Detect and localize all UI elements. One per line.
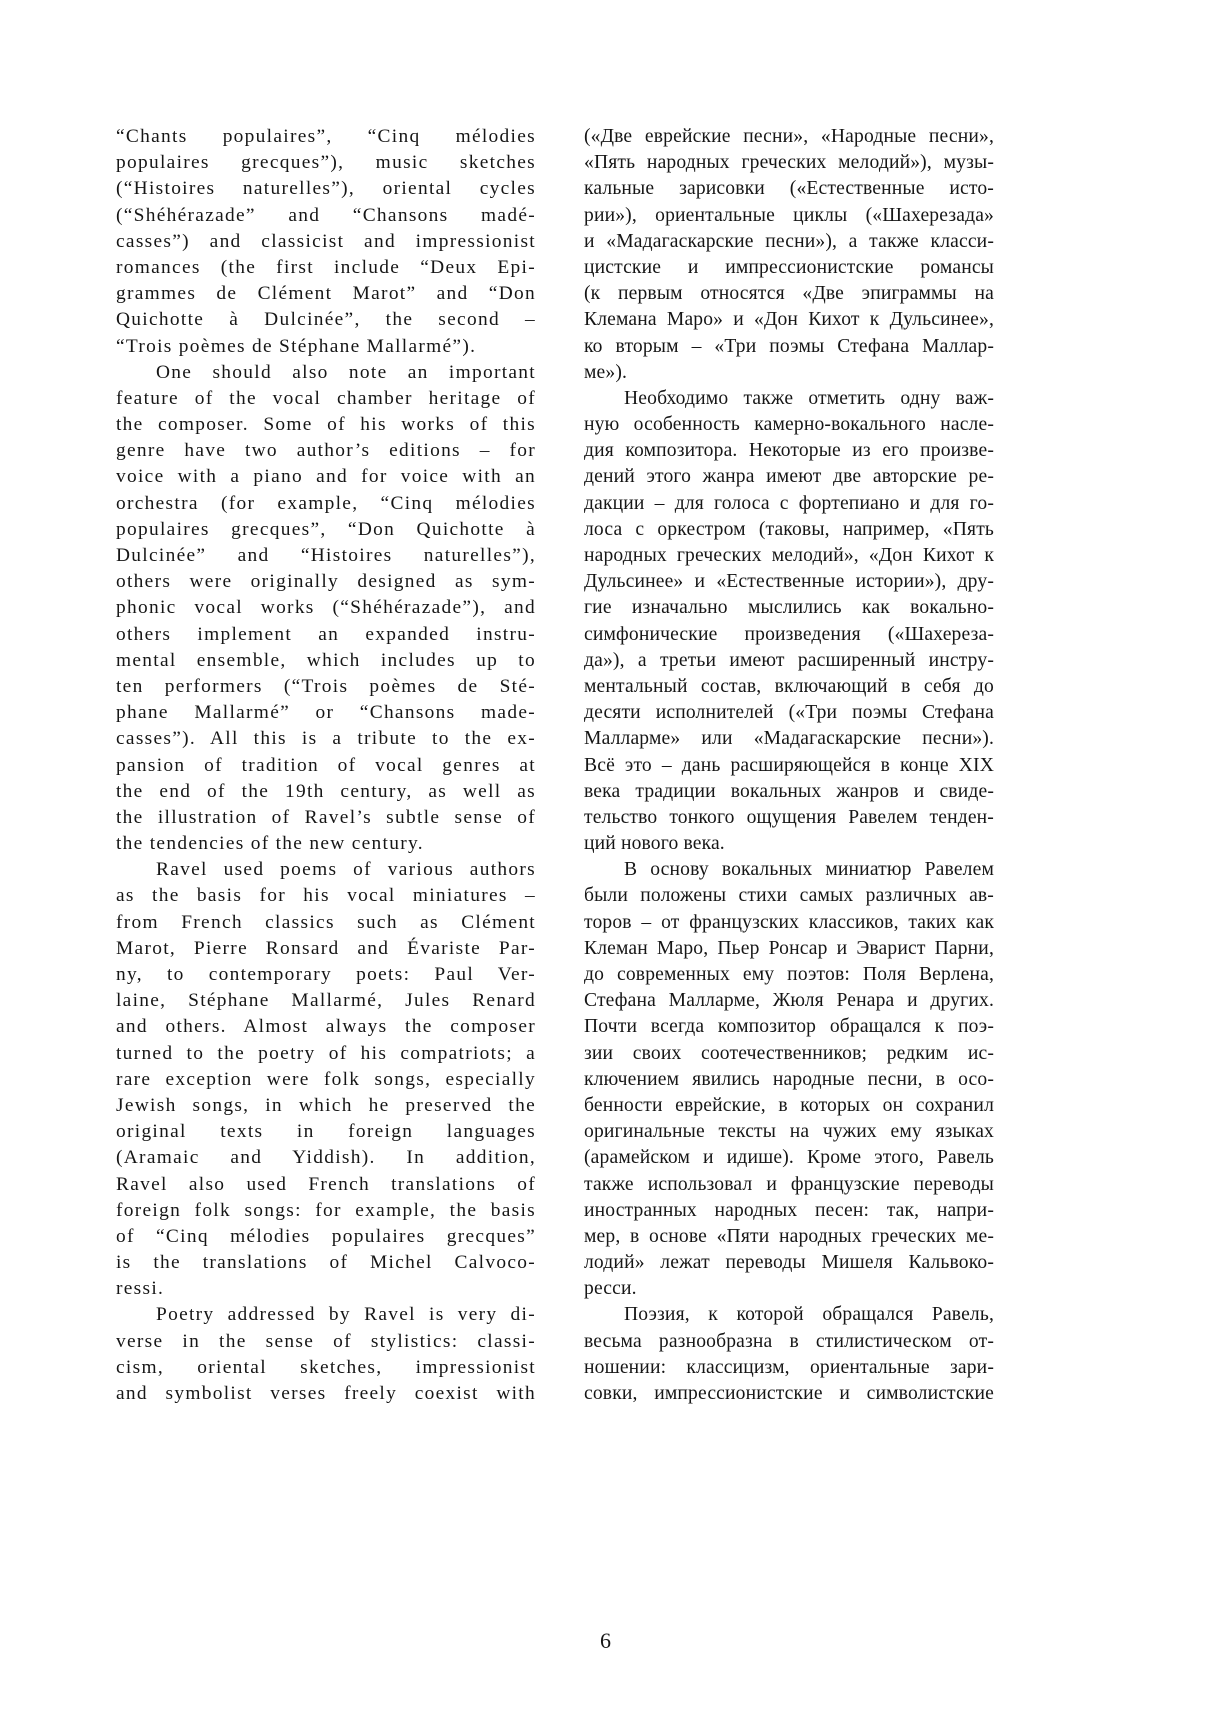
text-line: (“Histoires naturelles”), oriental cycles	[116, 178, 536, 200]
text-line: casses”) and classicist and impressionist	[116, 230, 536, 252]
text-line: ношении: классицизм, ориентальные зари-	[584, 1356, 994, 1378]
text-line: Quichotte à Dulcinée”, the second –	[116, 309, 536, 331]
text-line: дений этого жанра имеют две авторские ре-	[584, 466, 994, 488]
text-line: others implement an expanded instru-	[116, 623, 536, 645]
text-line: ко вторым – «Три поэмы Стефана Маллар-	[584, 335, 994, 357]
text-line: is the translations of Michel Calvoco-	[116, 1252, 536, 1274]
text-line: populaires grecques”, “Don Quichotte à	[116, 518, 536, 540]
text-line: Клеман Маро, Пьер Ронсар и Эварист Парни,	[584, 937, 994, 959]
text-line: Poetry addressed by Ravel is very di-	[156, 1304, 536, 1326]
text-line: до современных ему поэтов: Поля Верлена,	[584, 964, 994, 985]
text-line: Поэзия, к которой обращался Равель,	[624, 1304, 994, 1326]
text-line: Стефана Малларме, Жюля Ренара и других.	[584, 990, 994, 1012]
text-line: cism, oriental sketches, impressionist	[116, 1356, 536, 1378]
text-line: ций нового века.	[584, 833, 725, 855]
text-line: кальные зарисовки («Естественные исто-	[584, 178, 994, 200]
text-line: торов – от французских классиков, таких как	[584, 911, 994, 933]
text-line: симфонические произведения («Шахереза-	[584, 623, 994, 645]
page-number: 6	[600, 1628, 611, 1653]
text-line: the end of the 19th century, as well as	[116, 780, 536, 802]
text-line: populaires grecques”), music sketches	[116, 152, 536, 174]
text-line: One should also note an important	[156, 361, 536, 383]
text-line: of “Cinq mélodies populaires grecques”	[116, 1225, 536, 1247]
text-line: Jewish songs, in which he preserved the	[116, 1094, 536, 1116]
text-line: (к первым относятся «Две эпиграммы на	[584, 283, 994, 305]
text-line: mental ensemble, which includes up to	[116, 649, 536, 671]
russian-text-column	[584, 124, 994, 1407]
text-line: цистские и импрессионистские романсы	[584, 256, 994, 278]
text-line: весьма разнообразна в стилистическом от-	[584, 1330, 994, 1352]
text-line: original texts in foreign languages	[116, 1121, 536, 1143]
text-line: the tendencies of the new century.	[116, 833, 424, 855]
text-line: Всё это – дань расширяющейся в конце XIX	[584, 754, 994, 776]
text-line: бенности еврейские, в которых он сохранил	[584, 1094, 994, 1116]
text-line: others were originally designed as sym-	[116, 571, 536, 593]
text-line: «Пять народных греческих мелодий»), музы-	[584, 152, 994, 174]
text-line: laine, Stéphane Mallarmé, Jules Renard	[116, 990, 536, 1012]
text-line: дакции – для голоса с фортепиано и для го-	[584, 492, 994, 514]
text-line: the composer. Some of his works of this	[116, 414, 536, 436]
text-line: лоса с оркестром (таковы, например, «Пять	[584, 518, 994, 540]
text-line: Ravel also used French translations of	[116, 1173, 536, 1195]
text-line: feature of the vocal chamber heritage of	[116, 387, 536, 409]
text-line: and symbolist verses freely coexist with	[116, 1383, 536, 1404]
text-line: (Aramaic and Yiddish). In addition,	[116, 1147, 536, 1169]
text-line: Почти всегда композитор обращался к поэ-	[584, 1016, 994, 1038]
text-line: народных греческих мелодий», «Дон Кихот к	[584, 545, 994, 566]
text-line: совки, импрессионистские и символистские	[584, 1383, 994, 1404]
text-line: ten performers (“Trois poèmes de Sté-	[116, 675, 536, 697]
text-line: были положены стихи самых различных ав-	[584, 885, 994, 907]
text-line: phonic vocal works (“Shéhérazade”), and	[116, 597, 536, 619]
text-line: ключением явились народные песни, в осо-	[584, 1068, 994, 1090]
text-line: orchestra (for example, “Cinq mélodies	[116, 492, 536, 514]
text-line: гие изначально мыслились как вокально-	[584, 597, 994, 619]
text-line: as the basis for his vocal miniatures –	[116, 885, 536, 907]
text-line: the illustration of Ravel’s subtle sense of	[116, 806, 536, 828]
text-line: verse in the sense of stylistics: classi-	[116, 1330, 536, 1352]
text-line: да»), а третьи имеют расширенный инстру-	[584, 649, 994, 671]
text-line: дия композитора. Некоторые из его произве-	[584, 440, 994, 462]
text-line: (“Shéhérazade” and “Chansons madé-	[116, 204, 536, 226]
text-line: Малларме» или «Мадагаскарские песни»).	[584, 728, 994, 750]
text-line: ную особенность камерно-вокального насле-	[584, 414, 994, 436]
text-line: Дульсинее» и «Естественные истории»), дру-	[584, 571, 994, 593]
text-line: “Chants populaires”, “Cinq mélodies	[116, 126, 536, 147]
text-line: pansion of tradition of vocal genres at	[116, 754, 536, 776]
text-line: rare exception were folk songs, especially	[116, 1068, 536, 1090]
text-line: ressi.	[116, 1278, 165, 1300]
text-line: turned to the poetry of his compatriots; a	[116, 1042, 536, 1064]
text-line: лодий» лежат переводы Мишеля Кальвоко-	[584, 1252, 994, 1274]
text-line: Клемана Маро» и «Дон Кихот к Дульсинее»,	[584, 309, 994, 331]
text-line: и «Мадагаскарские песни»), а также класси-	[584, 230, 994, 252]
text-line: В основу вокальных миниатюр Равелем	[624, 859, 994, 881]
text-line: Необходимо также отметить одну важ-	[624, 387, 994, 409]
text-line: иностранных народных песен: так, напри-	[584, 1199, 994, 1221]
text-line: Ravel used poems of various authors	[156, 859, 536, 881]
text-line: ментальный состав, включающий в себя до	[584, 675, 994, 697]
text-line: десяти исполнителей («Три поэмы Стефана	[584, 702, 994, 724]
text-line: Dulcinée” and “Histoires naturelles”),	[116, 545, 536, 566]
text-line: foreign folk songs: for example, the basis	[116, 1199, 536, 1221]
text-line: Marot, Pierre Ronsard and Évariste Par-	[116, 937, 536, 959]
text-line: ме»).	[584, 361, 628, 383]
text-line: genre have two author’s editions – for	[116, 440, 536, 462]
text-line: («Две еврейские песни», «Народные песни»,	[584, 126, 994, 147]
text-line: века традиции вокальных жанров и свиде-	[584, 780, 994, 802]
text-line: ny, to contemporary poets: Paul Ver-	[116, 964, 536, 985]
text-line: romances (the first include “Deux Epi-	[116, 256, 536, 278]
text-line: “Trois poèmes de Stéphane Mallarmé”).	[116, 335, 477, 357]
text-line: from French classics such as Clément	[116, 911, 536, 933]
text-line: также использовал и французские переводы	[584, 1173, 994, 1195]
text-line: рии»), ориентальные циклы («Шахерезада»	[584, 204, 994, 226]
text-line: voice with a piano and for voice with an	[116, 466, 536, 488]
text-line: phane Mallarmé” or “Chansons made-	[116, 702, 536, 724]
text-line: оригинальные тексты на чужих ему языках	[584, 1121, 994, 1143]
text-line: casses”). All this is a tribute to the ex-	[116, 728, 536, 750]
english-text-column	[116, 124, 536, 1407]
text-line: зии своих соотечественников; редким ис-	[584, 1042, 994, 1064]
text-line: мер, в основе «Пяти народных греческих ме-	[584, 1225, 994, 1247]
text-line: and others. Almost always the composer	[116, 1016, 536, 1038]
text-line: grammes de Clément Marot” and “Don	[116, 283, 536, 305]
text-line: ресси.	[584, 1278, 637, 1300]
text-line: (арамейском и идише). Кроме этого, Равель	[584, 1147, 994, 1169]
text-line: тельство тонкого ощущения Равелем тенден-	[584, 806, 994, 828]
